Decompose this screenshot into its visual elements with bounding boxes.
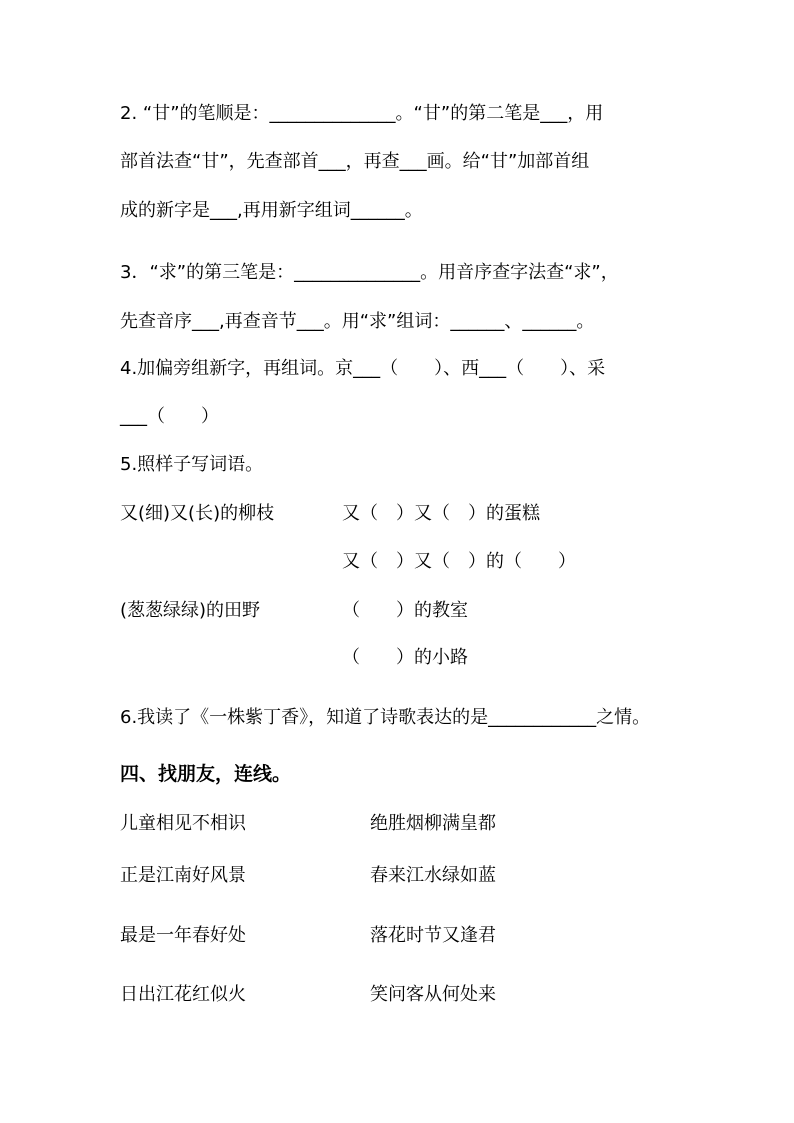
- q5-item-3: （ ）的教室: [342, 600, 468, 621]
- poem-left-4: 日出江花红似火: [120, 984, 246, 1005]
- poem-right-1: 绝胜烟柳满皇都: [370, 813, 496, 834]
- q5-item-4: （ ）的小路: [342, 647, 468, 668]
- poem-right-2: 春来江水绿如蓝: [370, 865, 496, 886]
- q3-line-1: 3．“求”的第三笔是：______________。用音序查字法查“求”，: [120, 262, 619, 283]
- poem-right-3: 落花时节又逢君: [370, 925, 496, 946]
- poem-right-4: 笑问客从何处来: [370, 984, 496, 1005]
- poem-left-1: 儿童相见不相识: [120, 813, 246, 834]
- q2-line-2: 部首法查“甘”，先查部首___，再查___画。给“甘”加部首组: [120, 151, 590, 172]
- q5-title: 5.照样子写词语。: [120, 454, 264, 475]
- q5-example-1: 又(细)又(长)的柳枝: [120, 503, 275, 524]
- section-4-title: 四、找朋友，连线。: [120, 763, 292, 785]
- q5-example-2: (葱葱绿绿)的田野: [120, 600, 261, 621]
- q2-line-1: 2. “甘”的笔顺是：______________。“甘”的第二笔是___，用: [120, 103, 604, 124]
- poem-left-2: 正是江南好风景: [120, 865, 246, 886]
- q6-line-1: 6.我读了《一株紫丁香》，知道了诗歌表达的是____________之情。: [120, 707, 651, 728]
- q5-item-1: 又（ ）又（ ）的蛋糕: [342, 503, 540, 524]
- q4-line-2: ___（ ）: [120, 406, 219, 427]
- q4-line-1: 4.加偏旁组新字，再组词。京___（ ）、西___（ ）、采: [120, 358, 606, 379]
- q2-line-3: 成的新字是___,再用新字组词______。: [120, 200, 423, 221]
- poem-left-3: 最是一年春好处: [120, 925, 246, 946]
- q5-item-2: 又（ ）又（ ）的（ ）: [342, 551, 576, 572]
- q3-line-2: 先查音序___,再查音节___。用“求”组词：______、______。: [120, 311, 595, 332]
